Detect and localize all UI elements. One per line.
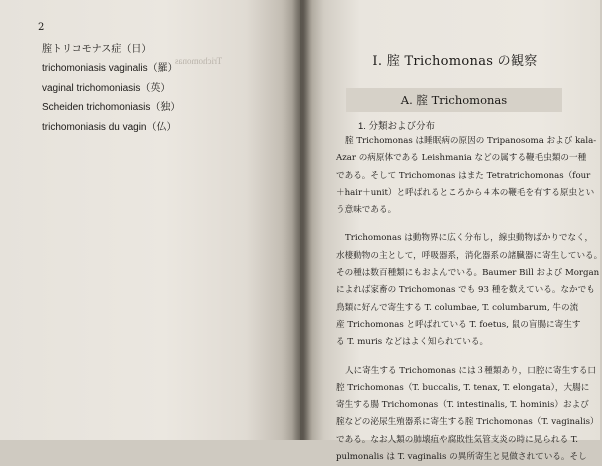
text-line: 水棲動物の主として，呼吸器系，消化器系の諸臓器に寄生している。 bbox=[336, 250, 602, 261]
term-latin: trichomoniasis vaginalis（羅） bbox=[42, 63, 178, 75]
term-french: trichomoniasis du vagin（仏） bbox=[42, 121, 177, 133]
text-line: 人に寄生する Trichomonas には３種類あり，口腔に寄生する口 bbox=[345, 365, 597, 376]
text-line: 腔 Trichomonas（T. buccalis, T. tenax, T. elongata），大腸に bbox=[336, 382, 590, 393]
subsection-heading: 1. 分類および分布 bbox=[358, 121, 436, 132]
text-line: ＋hair＋unit）と呼ばれるところから４本の鞭毛を有する原虫とい bbox=[336, 187, 595, 198]
text-line: 寄生する腸 Trichomonas（T. intestinalis, T. hominis）および bbox=[336, 400, 589, 411]
text-line: う意味である。 bbox=[336, 205, 397, 216]
text-line: 腟などの泌尿生殖器系に寄生する腟 Trichomonas（T. vaginalis） bbox=[336, 417, 599, 428]
section-heading: A. 腟 Trichomonas bbox=[346, 88, 562, 112]
text-line: 鳥類に好んで寄生する T. columbae, T. columbarum, 牛の流 bbox=[336, 302, 579, 313]
show-through-text: Trichomonas bbox=[175, 56, 223, 66]
paragraph-gap bbox=[336, 352, 584, 363]
text-line: 腟 Trichomonas は睡眠病の原因の Tripanosoma および kala- bbox=[345, 136, 597, 146]
text-line: である。そして Trichomonas はまた Tetratrichomonas（four bbox=[336, 170, 591, 181]
right-page bbox=[300, 0, 602, 463]
text-line: である。なお人類の肺壊疽や腐敗性気管支炎の時に見られる T. bbox=[336, 434, 578, 445]
text-line: る T. muris などはよく知られている。 bbox=[336, 337, 489, 348]
body-text bbox=[336, 133, 602, 466]
term-english: vaginal trichomoniasis（英） bbox=[42, 82, 171, 94]
term-german: Scheiden trichomoniasis（独） bbox=[42, 102, 181, 114]
term-japanese: 腟トリコモナス症（日） bbox=[42, 44, 152, 55]
page-number: 2 bbox=[38, 22, 45, 33]
text-line: によれば家畜の Trichomonas でも 93 種を数えている。なかでも bbox=[336, 285, 595, 296]
chapter-title: I. 腟 Trichomonas の観察 bbox=[372, 54, 538, 69]
paragraph-gap bbox=[336, 219, 584, 230]
text-line: 産 Trichomonas と呼ばれている T. foetus, 鼠の盲腸に寄生す bbox=[336, 319, 581, 330]
text-line: pulmonalis は T. vaginalis の異所寄生と見做されている。そし bbox=[336, 452, 587, 463]
text-line: Trichomonas は動物界に広く分布し，線虫動物ばかりでなく， bbox=[345, 233, 594, 244]
text-line: Azar の病原体である Leishmania などの属する鞭毛虫類の一種 bbox=[336, 153, 587, 164]
term-list bbox=[42, 40, 180, 137]
text-line: その種は数百種類にもおよんでいる。Baumer Bill および Morgan bbox=[336, 268, 600, 279]
left-page bbox=[0, 0, 300, 440]
